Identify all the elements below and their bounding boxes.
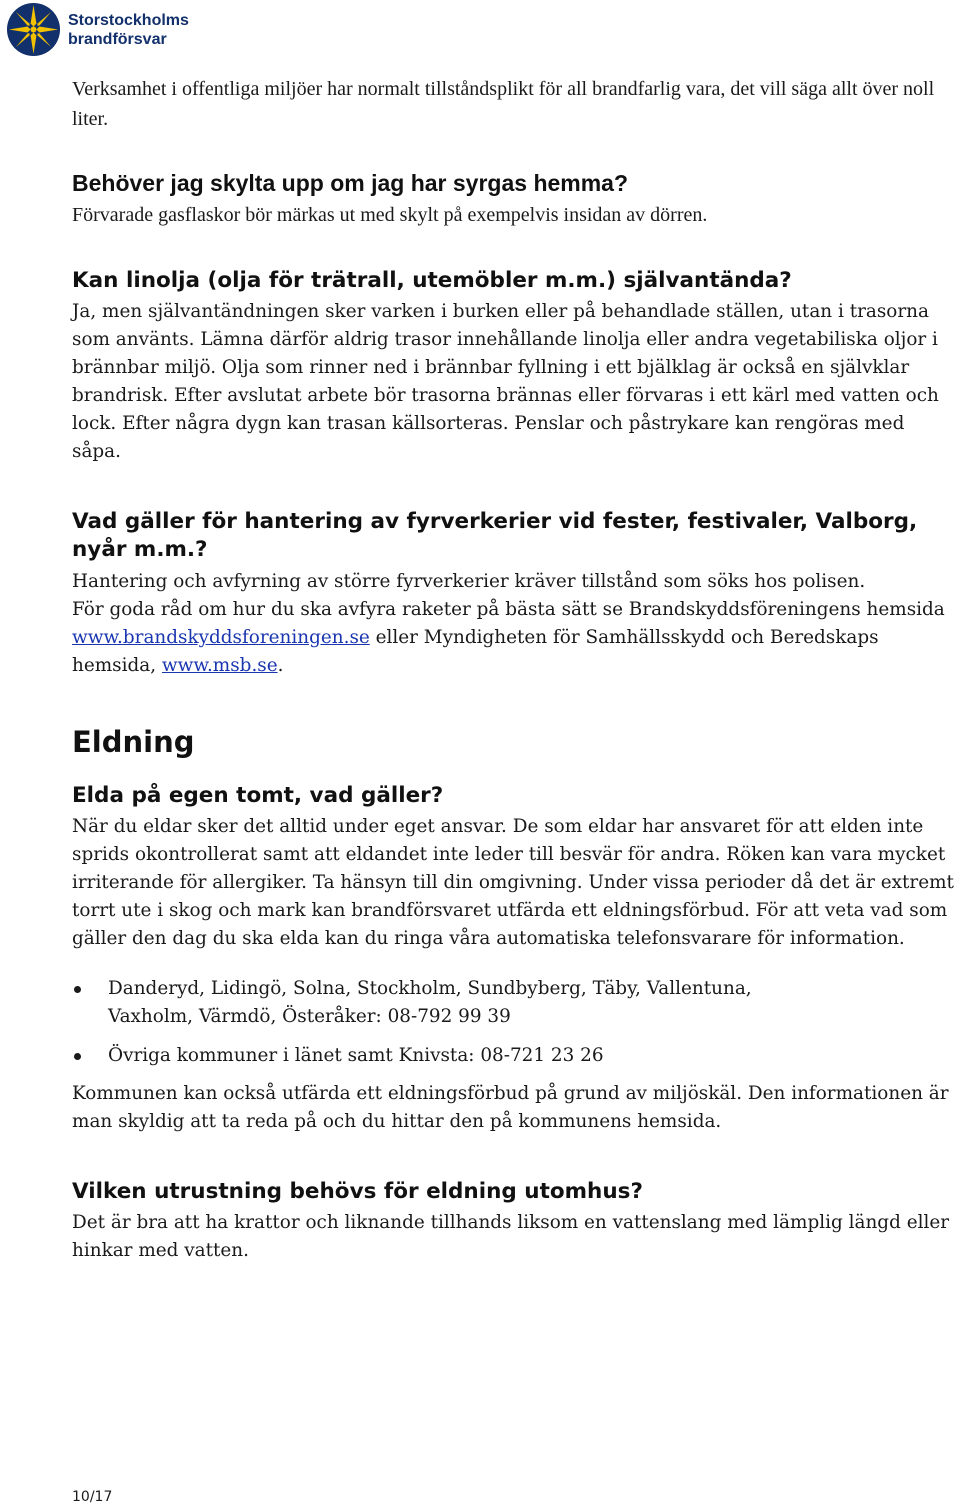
utrustning-heading: Vilken utrustning behövs för eldning utomhus? <box>72 1179 643 1204</box>
kommun-paragraph: Kommunen kan också utfärda ett eldningsförbud på grund av miljöskäl. Den informationen är man skyldig att ta reda på och du hittar den på kommunens hemsida. <box>72 1083 949 1132</box>
list-item: Danderyd, Lidingö, Solna, Stockholm, Sundbyberg, Täby, Vallentuna, Vaxholm, Värmdö, Österåker: 08-792 99 39 <box>72 975 958 1031</box>
fyrverkerier-text-mid: eller Myndigheten för Samhällsskydd och Beredskaps hemsida, <box>72 627 879 676</box>
eldning-title: Eldning <box>72 725 195 759</box>
linolja-paragraph: Ja, men självantändningen sker varken i burken eller på behandlade ställen, utan i trasorna som använts. Lämna därför aldrig trasor innehållande linolja eller andra vegetabiliska oljor i brännbar miljö. Olja som rinner ned i brännbar fyllning i ett bjälklag är också en självklar brandrisk. Efter avslutat arbete bör trasorna brännas eller förvaras i ett kärl med vatten och lock. Efter några dygn kan trasan källsorteras. Penslar och påstrykare kan rengöras med såpa. <box>72 301 939 462</box>
fyrverkerier-heading: Vad gäller för hantering av fyrverkerier vid fester, festivaler, Valborg, nyår m.m.? <box>72 509 918 562</box>
logo-wordmark <box>68 11 189 49</box>
list-item: Övriga kommuner i länet samt Knivsta: 08-721 23 26 <box>72 1042 958 1070</box>
fyrverkerier-text-pre: För goda råd om hur du ska avfyra raketer på bästa sätt se Brandskyddsföreningens hemsida <box>72 599 945 620</box>
fyrverkerier-text-end: . <box>277 655 284 676</box>
elda-heading: Elda på egen tomt, vad gäller? <box>72 783 444 808</box>
phone-list <box>72 975 958 1070</box>
fyrverkerier-paragraph-2 <box>72 596 958 680</box>
intro-paragraph: Verksamhet i offentliga miljöer har normalt tillståndsplikt för all brandfarlig vara, det vill säga allt över noll liter. <box>72 78 935 130</box>
fyrverkerier-paragraph-1: Hantering och avfyrning av större fyrverkerier kräver tillstånd som söks hos polisen. <box>72 571 866 592</box>
page-number: 10/17 <box>72 1489 113 1505</box>
linolja-heading: Kan linolja (olja för trätrall, utemöbler m.m.) självantända? <box>72 268 792 293</box>
elda-paragraph: När du eldar sker det alltid under eget ansvar. De som eldar har ansvaret för att elden inte sprids okontrollerat samt att eldandet inte leder till besvär för andra. Röken kan vara mycket irriterande för allergiker. Ta hänsyn till din omgivning. Under vissa perioder då det är extremt torrt ute i skog och mark kan brandförsvaret utfärda ett eldningsförbud. För att veta vad som gäller den dag du ska elda kan du ringa våra automatiska telefonsvarare för information. <box>72 816 954 949</box>
document-body <box>72 74 958 1265</box>
brandskyddsforeningen-link[interactable]: www.brandskyddsforeningen.se <box>72 627 370 648</box>
utrustning-paragraph: Det är bra att ha krattor och liknande tillhands liksom en vattenslang med lämplig längd eller hinkar med vatten. <box>72 1212 950 1261</box>
logo-line-2: brandförsvar <box>68 30 167 48</box>
logo-line-1: Storstockholms <box>68 11 189 29</box>
brandforsvar-logo-icon <box>6 2 61 57</box>
syrgas-heading: Behöver jag skylta upp om jag har syrgas hemma? <box>72 170 629 196</box>
logo <box>6 2 189 57</box>
msb-link[interactable]: www.msb.se <box>161 655 278 676</box>
syrgas-paragraph: Förvarade gasflaskor bör märkas ut med skylt på exempelvis insidan av dörren. <box>72 204 708 226</box>
